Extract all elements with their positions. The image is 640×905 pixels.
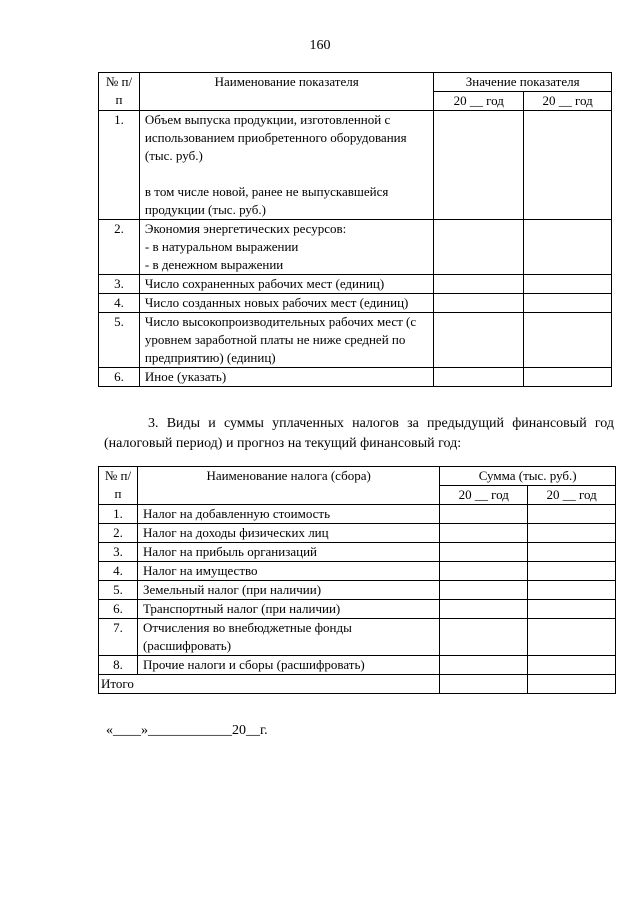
row-number: 7. xyxy=(99,619,138,656)
row-name: Налог на имущество xyxy=(137,562,439,581)
table-row xyxy=(99,656,616,675)
value-cell[interactable] xyxy=(434,313,524,368)
value-cell[interactable] xyxy=(524,275,612,294)
header-year-1: 20 __ год xyxy=(440,486,528,505)
row-name: Число сохраненных рабочих мест (единиц) xyxy=(139,275,433,294)
total-row xyxy=(99,675,616,694)
row-name-line: - в натуральном выражении xyxy=(144,239,299,254)
value-cell[interactable] xyxy=(434,275,524,294)
row-name-line: в том числе новой, ранее не выпускавшейся продукции (тыс. руб.) xyxy=(144,184,389,217)
table-row xyxy=(99,220,612,275)
row-number: 4. xyxy=(99,294,140,313)
sum-cell[interactable] xyxy=(440,524,528,543)
sum-cell[interactable] xyxy=(528,619,616,656)
sum-cell[interactable] xyxy=(440,619,528,656)
row-number: 6. xyxy=(99,600,138,619)
sum-cell[interactable] xyxy=(528,562,616,581)
header-indicator-value: Значение показателя xyxy=(434,73,612,92)
value-cell[interactable] xyxy=(524,368,612,387)
table-row xyxy=(99,562,616,581)
sum-cell[interactable] xyxy=(440,543,528,562)
row-number: 6. xyxy=(99,368,140,387)
row-name: Транспортный налог (при наличии) xyxy=(137,600,439,619)
value-cell[interactable] xyxy=(524,111,612,220)
row-name: Число высокопроизводительных рабочих мест (с уровнем заработной платы не ниже средней по предприятию) (единиц) xyxy=(139,313,433,368)
row-number: 1. xyxy=(99,505,138,524)
row-number: 2. xyxy=(99,524,138,543)
value-cell[interactable] xyxy=(524,294,612,313)
row-number: 5. xyxy=(99,581,138,600)
sum-cell[interactable] xyxy=(440,562,528,581)
header-number: № п/п xyxy=(99,467,138,505)
row-name-line: Экономия энергетических ресурсов: xyxy=(144,221,347,236)
table-row xyxy=(99,111,612,220)
sum-cell[interactable] xyxy=(440,581,528,600)
row-name xyxy=(139,111,433,220)
table-row xyxy=(99,313,612,368)
row-name: Прочие налоги и сборы (расшифровать) xyxy=(137,656,439,675)
row-name: Отчисления во внебюджетные фонды (расшифровать) xyxy=(137,619,439,656)
indicators-table xyxy=(98,72,612,387)
sum-cell[interactable] xyxy=(440,675,528,694)
table-row xyxy=(99,368,612,387)
table-row xyxy=(99,294,612,313)
table-row xyxy=(99,619,616,656)
sum-cell[interactable] xyxy=(528,656,616,675)
value-cell[interactable] xyxy=(434,368,524,387)
indicators-header-row xyxy=(99,73,612,92)
header-indicator-name: Наименование показателя xyxy=(139,73,433,111)
sum-cell[interactable] xyxy=(440,505,528,524)
page-number: 160 xyxy=(309,38,331,53)
table-row xyxy=(99,505,616,524)
row-name: Иное (указать) xyxy=(139,368,433,387)
taxes-table xyxy=(98,466,616,694)
header-year-2: 20 __ год xyxy=(528,486,616,505)
row-number: 1. xyxy=(99,111,140,220)
sum-cell[interactable] xyxy=(528,675,616,694)
row-name-line: Объем выпуска продукции, изготовленной с использованием приобретенного оборудования (тыс. руб.) xyxy=(144,112,407,163)
value-cell[interactable] xyxy=(524,313,612,368)
sum-cell[interactable] xyxy=(528,505,616,524)
row-number: 3. xyxy=(99,543,138,562)
table-row xyxy=(99,524,616,543)
value-cell[interactable] xyxy=(434,220,524,275)
total-label: Итого xyxy=(99,675,440,694)
sum-cell[interactable] xyxy=(528,524,616,543)
table-row xyxy=(99,275,612,294)
row-name xyxy=(139,220,433,275)
row-number: 8. xyxy=(99,656,138,675)
sum-cell[interactable] xyxy=(528,581,616,600)
section-3-paragraph: 3. Виды и суммы уплаченных налогов за предыдущий финансовый год (налоговый период) и прогноз на текущий финансовый год: xyxy=(104,416,614,451)
table-row xyxy=(99,581,616,600)
date-line[interactable]: «____»____________20__г. xyxy=(106,723,268,738)
row-name: Налог на прибыль организаций xyxy=(137,543,439,562)
table-row xyxy=(99,600,616,619)
row-name: Налог на доходы физических лиц xyxy=(137,524,439,543)
header-tax-name: Наименование налога (сбора) xyxy=(137,467,439,505)
sum-cell[interactable] xyxy=(528,600,616,619)
row-number: 5. xyxy=(99,313,140,368)
value-cell[interactable] xyxy=(434,294,524,313)
row-name: Число созданных новых рабочих мест (единиц) xyxy=(139,294,433,313)
header-number: № п/п xyxy=(99,73,140,111)
row-number: 2. xyxy=(99,220,140,275)
value-cell[interactable] xyxy=(434,111,524,220)
header-year-1: 20 __ год xyxy=(434,92,524,111)
sum-cell[interactable] xyxy=(440,656,528,675)
row-number: 3. xyxy=(99,275,140,294)
value-cell[interactable] xyxy=(524,220,612,275)
header-year-2: 20 __ год xyxy=(524,92,612,111)
table-row xyxy=(99,543,616,562)
taxes-header-row xyxy=(99,467,616,486)
row-number: 4. xyxy=(99,562,138,581)
sum-cell[interactable] xyxy=(528,543,616,562)
header-tax-sum: Сумма (тыс. руб.) xyxy=(440,467,616,486)
row-name-line: - в денежном выражении xyxy=(144,257,284,272)
row-name: Налог на добавленную стоимость xyxy=(137,505,439,524)
row-name: Земельный налог (при наличии) xyxy=(137,581,439,600)
sum-cell[interactable] xyxy=(440,600,528,619)
